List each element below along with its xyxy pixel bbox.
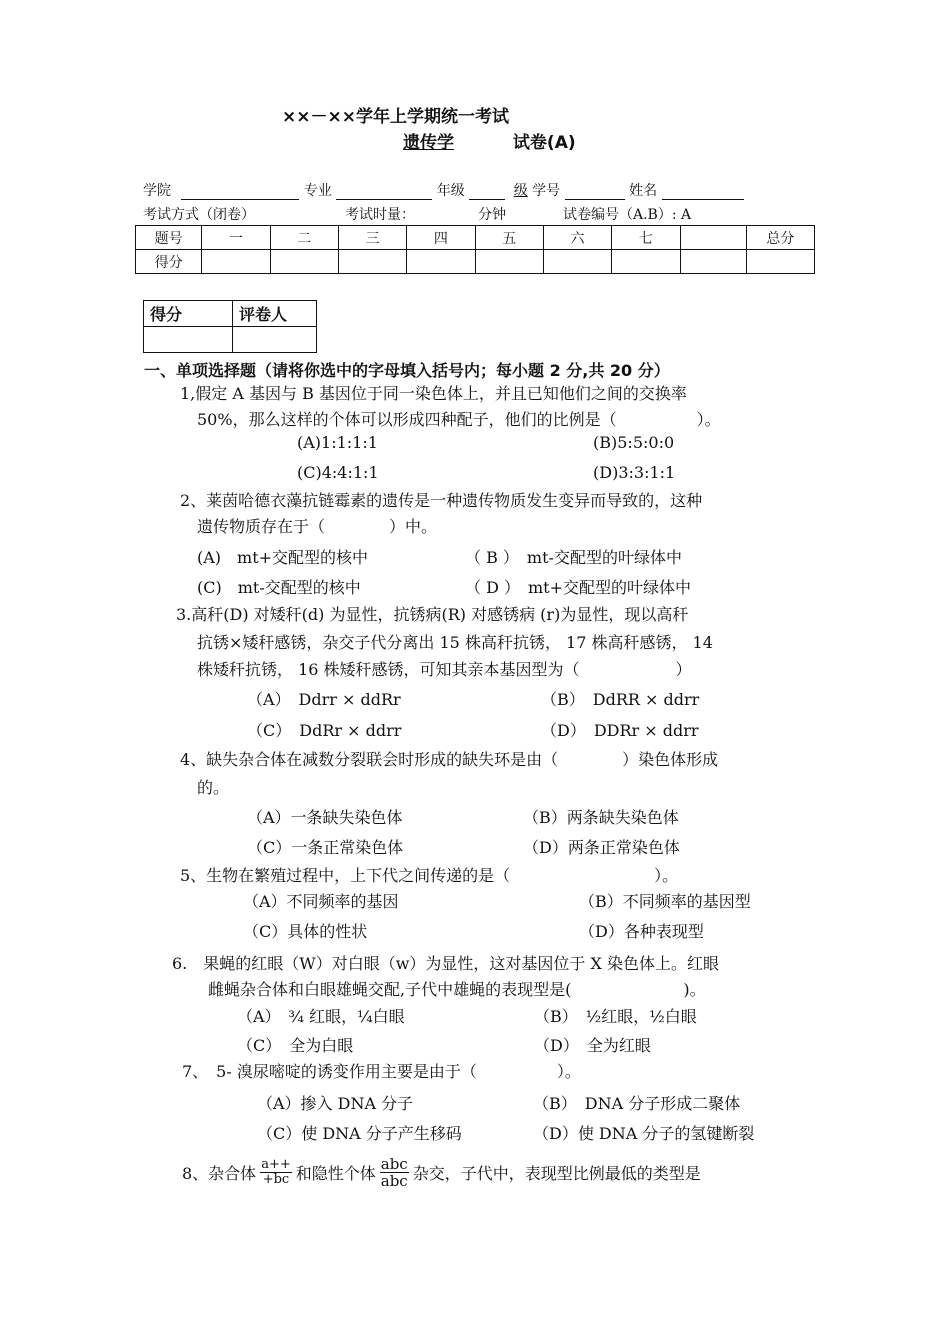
student-info-line xyxy=(143,180,744,200)
option-a: (A) mt+交配型的核中 xyxy=(197,548,369,567)
fraction-numerator: a++ xyxy=(261,1157,291,1172)
score-input-cell[interactable] xyxy=(338,250,406,274)
paper-code: 试卷编号（A.B）: A xyxy=(563,207,692,223)
question-3-line3: 株矮秆抗锈， 16 株矮秆感锈，可知其亲本基因型为（ ） xyxy=(197,660,692,679)
score-cell: 七 xyxy=(612,226,680,250)
option-d: （D）使 DNA 分子的氢键断裂 xyxy=(533,1124,755,1143)
question-7-line1: 7、 5- 溴尿嘧啶的诱变作用主要是由于（ ）。 xyxy=(182,1062,581,1081)
score-input-cell[interactable] xyxy=(543,250,611,274)
student-id-label: 学号 xyxy=(532,183,561,199)
grader-reviewer-label: 评卷人 xyxy=(233,301,317,327)
section-heading: 一、单项选择题（请将你选中的字母填入括号内；每小题 2 分,共 20 分） xyxy=(144,361,670,380)
minutes-label: 分钟 xyxy=(478,207,506,223)
option-a: （A）一条缺失染色体 xyxy=(247,808,403,827)
option-d: （D）两条正常染色体 xyxy=(523,838,680,857)
option-a: （A）掺入 DNA 分子 xyxy=(257,1094,414,1113)
option-c: （C）具体的性状 xyxy=(243,922,368,941)
option-c: (C) mt-交配型的核中 xyxy=(197,578,361,597)
question-8-line1 xyxy=(182,1156,701,1189)
question-1-line2: 50%，那么这样的个体可以形成四种配子，他们的比例是（ ）。 xyxy=(197,410,721,429)
score-table xyxy=(135,225,815,274)
exam-mode: 考试方式（闭卷） xyxy=(143,207,255,223)
score-cell: 一 xyxy=(202,226,270,250)
name-label: 姓名 xyxy=(629,183,658,199)
score-input-cell[interactable] xyxy=(270,250,338,274)
grader-table xyxy=(143,300,317,353)
student-id-field[interactable] xyxy=(565,185,625,200)
score-cell: 六 xyxy=(543,226,611,250)
score-input-cell[interactable] xyxy=(680,250,746,274)
major-label: 专业 xyxy=(303,183,332,199)
question-6-line2: 雌蝇杂合体和白眼雄蝇交配,子代中雄蝇的表现型是( )。 xyxy=(208,980,706,999)
option-a: （A）不同频率的基因 xyxy=(243,892,399,911)
paper-label: 试卷(A) xyxy=(512,133,576,153)
fraction-denominator: +bc xyxy=(262,1172,290,1187)
option-c: （C） DdRr × ddrr xyxy=(247,721,402,740)
score-input-cell[interactable] xyxy=(746,250,814,274)
score-cell: 题号 xyxy=(136,226,202,250)
question-8-suffix: 杂交，子代中，表现型比例最低的类型是 xyxy=(412,1164,701,1183)
option-d: （D）各种表现型 xyxy=(579,922,704,941)
option-b: （B） DNA 分子形成二聚体 xyxy=(533,1094,741,1113)
score-cell: 三 xyxy=(338,226,406,250)
option-a: (A)1:1:1:1 xyxy=(297,433,378,452)
score-cell: 五 xyxy=(475,226,543,250)
option-d: （ D ） mt+交配型的叶绿体中 xyxy=(465,578,692,597)
question-8-middle: 和隐性个体 xyxy=(295,1164,376,1183)
duration-label: 考试时量： xyxy=(345,207,415,223)
exam-subtitle xyxy=(375,128,576,153)
score-row-label: 得分 xyxy=(136,250,202,274)
major-field[interactable] xyxy=(336,185,432,200)
score-cell: 四 xyxy=(407,226,475,250)
option-c: （C）一条正常染色体 xyxy=(247,838,404,857)
option-a: （A） Ddrr × ddRr xyxy=(247,690,401,709)
option-b: （B）不同频率的基因型 xyxy=(579,892,751,911)
fraction-denominator: abc xyxy=(380,1172,408,1190)
question-1-line1: 1,假定 A 基因与 B 基因位于同一染色体上，并且已知他们之间的交换率 xyxy=(180,384,687,403)
score-cell xyxy=(680,226,746,250)
option-d: （D） 全为红眼 xyxy=(534,1036,651,1055)
option-d: （D） DDRr × ddrr xyxy=(541,721,699,740)
question-8-prefix: 8、杂合体 xyxy=(182,1164,257,1183)
question-3-line2: 抗锈×矮秆感锈，杂交子代分离出 15 株高秆抗锈， 17 株高秆感锈， 14 xyxy=(197,633,713,652)
fraction-numerator: abc xyxy=(380,1155,408,1173)
option-c: （C） 全为白眼 xyxy=(237,1036,354,1055)
score-input-cell[interactable] xyxy=(202,250,270,274)
score-input-cell[interactable] xyxy=(475,250,543,274)
question-4-line2: 的。 xyxy=(197,778,230,797)
option-b: （B） DdRR × ddrr xyxy=(541,690,700,709)
option-b: （B） ½红眼，½白眼 xyxy=(534,1007,697,1026)
name-field[interactable] xyxy=(662,185,744,200)
option-c: （C）使 DNA 分子产生移码 xyxy=(257,1124,462,1143)
grader-score-cell[interactable] xyxy=(144,327,233,353)
score-input-cell[interactable] xyxy=(407,250,475,274)
question-6-line1: 6. 果蝇的红眼（W）对白眼（w）为显性，这对基因位于 X 染色体上。红眼 xyxy=(172,954,719,973)
score-cell: 总分 xyxy=(746,226,814,250)
score-table-header-row xyxy=(136,226,815,250)
college-field[interactable] xyxy=(181,185,299,200)
grade-label: 年级 xyxy=(436,183,465,199)
option-a: （A） ¾ 红眼，¼白眼 xyxy=(237,1007,405,1026)
college-label: 学院 xyxy=(143,183,171,199)
score-input-cell[interactable] xyxy=(612,250,680,274)
option-d: (D)3:3:1:1 xyxy=(593,463,676,482)
grader-score-label: 得分 xyxy=(144,301,233,327)
option-b: (B)5:5:0:0 xyxy=(593,433,675,452)
option-b: （B）两条缺失染色体 xyxy=(523,808,679,827)
exam-title: ××－××学年上学期统一考试 xyxy=(282,107,509,127)
grade-field[interactable] xyxy=(469,185,505,200)
grade-suffix: 级 xyxy=(513,183,528,199)
score-table-score-row xyxy=(136,250,815,274)
question-2-line2: 遗传物质存在于（ ）中。 xyxy=(197,517,438,536)
question-2-line1: 2、莱茵哈德衣藻抗链霉素的遗传是一种遗传物质发生变异而导致的，这种 xyxy=(180,491,703,510)
question-4-line1: 4、缺失杂合体在减数分裂联会时形成的缺失环是由（ ）染色体形成 xyxy=(180,750,719,769)
option-c: (C)4:4:1:1 xyxy=(297,463,379,482)
subject-name: 遗传学 xyxy=(403,133,454,153)
fraction-genotype-1 xyxy=(260,1158,292,1187)
score-cell: 二 xyxy=(270,226,338,250)
grader-reviewer-cell[interactable] xyxy=(233,327,317,353)
fraction-genotype-2 xyxy=(380,1156,409,1189)
option-b: （ B ） mt-交配型的叶绿体中 xyxy=(465,548,682,567)
question-3-line1: 3.高秆(D) 对矮秆(d) 为显性，抗锈病(R) 对感锈病 (r)为显性，现以高秆 xyxy=(176,605,689,624)
question-5-line1: 5、生物在繁殖过程中，上下代之间传递的是（ ）。 xyxy=(180,866,679,885)
